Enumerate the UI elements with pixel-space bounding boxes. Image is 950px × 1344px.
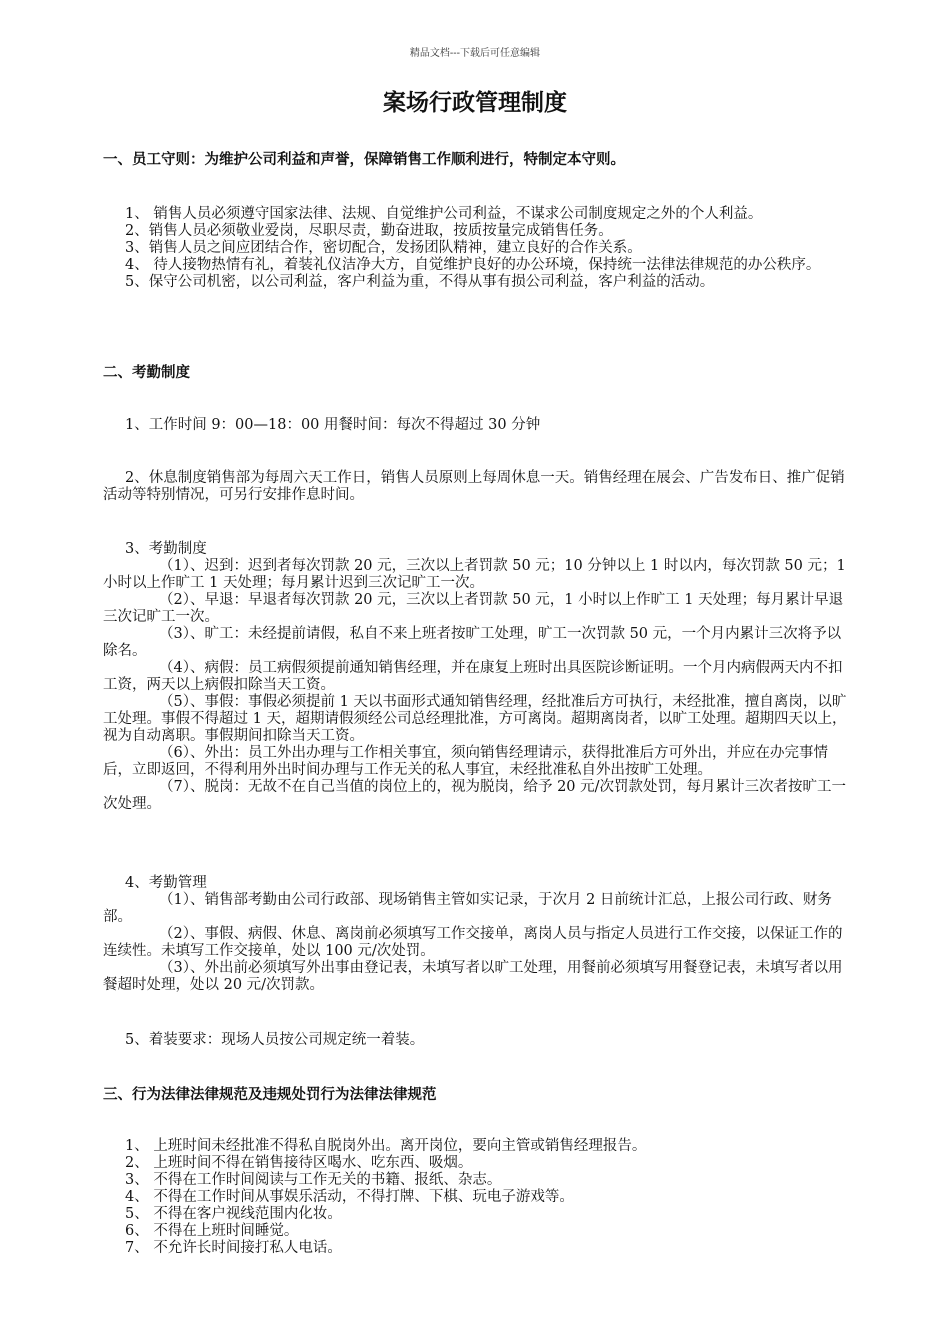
attendance-management [103,875,855,994]
section-2-heading: 二、考勤制度 [103,365,190,381]
rule-item: （1）、销售部考勤由公司行政部、现场销售主管如实记录，于次月 2 日前统计汇总，上报公司行政、财务部。 [103,892,832,925]
dress-code [103,1032,855,1049]
rest-policy-text: 2、休息制度销售部为每周六天工作日，销售人员原则上每周休息一天。销售经理在展会、广告发布日、推广促销活动等特别情况，可另行安排作息时间。 [103,470,845,503]
list-item: 5、 不得在客户视线范围内化妆。 [125,1206,342,1222]
list-item: 2、销售人员必须敬业爱岗，尽职尽责，勤奋进取，按质按量完成销售任务。 [125,223,613,239]
dress-code-text: 5、着装要求：现场人员按公司规定统一着装。 [125,1032,425,1048]
rest-policy [103,470,855,504]
rule-item: （5）、事假：事假必须提前 1 天以书面形式通知销售经理，经批准后方可执行，未经批准，擅自离岗，以旷工处理。事假不得超过 1 天，超期请假须经公司总经理批准，方可离岗。超期离岗者，以旷工处理。超期四天以上，视为自动离职。事假期间扣除当天工资。 [103,694,847,744]
rule-item: （2）、事假、病假、休息、离岗前必须填写工作交接单，离岗人员与指定人员进行工作交接，以保证工作的连续性。未填写工作交接单，处以 100 元/次处罚。 [103,926,843,959]
rule-item: （6）、外出：员工外出办理与工作相关事宜，须向销售经理请示，获得批准后方可外出，并应在办完事情后，立即返回，不得利用外出时间办理与工作无关的私人事宜，未经批准私自外出按旷工处理。 [103,745,828,778]
attendance-rules-title: 3、考勤制度 [125,541,207,557]
list-item: 3、 不得在工作时间阅读与工作无关的书籍、报纸、杂志。 [125,1172,502,1188]
list-item: 1、 销售人员必须遵守国家法律、法规、自觉维护公司利益，不谋求公司制度规定之外的个人利益。 [125,206,763,222]
list-item: 4、 待人接物热情有礼，着装礼仪洁净大方，自觉维护良好的办公环境，保持统一法律法律规范的办公秩序。 [125,257,821,273]
list-item: 1、 上班时间未经批准不得私自脱岗外出。离开岗位，要向主管或销售经理报告。 [125,1138,647,1154]
rule-item: （7）、脱岗：无故不在自己当值的岗位上的，视为脱岗，给予 20 元/次罚款处罚，每月累计三次者按旷工一次处理。 [103,779,847,812]
rule-item: （3）、旷工：未经提前请假，私自不来上班者按旷工处理，旷工一次罚款 50 元，一个月内累计三次将予以除名。 [103,626,842,659]
work-time [103,417,855,434]
list-item: 5、保守公司机密，以公司利益，客户利益为重，不得从事有损公司利益，客户利益的活动。 [125,274,715,290]
header-note: 精品文档---下载后可任意编辑 [409,48,541,59]
attendance-rules [103,541,855,813]
rule-item: （1）、迟到：迟到者每次罚款 20 元，三次以上者罚款 50 元；10 分钟以上 1 时以内，每次罚款 50 元；1 小时以上作旷工 1 天处理；每月累计迟到三次记旷工一次。 [103,558,846,591]
section-1-heading: 一、员工守则：为维护公司利益和声誉，保障销售工作顺利进行，特制定本守则。 [103,152,625,168]
section-1-list [103,206,855,291]
section-3-heading: 三、行为法律法律规范及违规处罚行为法律法律规范 [103,1087,437,1103]
section-3-list [103,1138,855,1257]
list-item: 3、销售人员之间应团结合作，密切配合，发扬团队精神，建立良好的合作关系。 [125,240,642,256]
document-title: 案场行政管理制度 [383,90,567,116]
list-item: 2、 上班时间不得在销售接待区喝水、吃东西、吸烟。 [125,1155,473,1171]
list-item: 6、 不得在上班时间睡觉。 [125,1223,299,1239]
attendance-management-title: 4、考勤管理 [125,875,207,891]
rule-item: （3）、外出前必须填写外出事由登记表，未填写者以旷工处理，用餐前必须填写用餐登记表，未填写者以用餐超时处理，处以 20 元/次罚款。 [103,960,843,993]
work-time-text: 1、工作时间 9：00—18：00 用餐时间：每次不得超过 30 分钟 [125,417,541,433]
rule-item: （4）、病假：员工病假须提前通知销售经理，并在康复上班时出具医院诊断证明。一个月内病假两天内不扣工资，两天以上病假扣除当天工资。 [103,660,843,693]
list-item: 4、 不得在工作时间从事娱乐活动，不得打牌、下棋、玩电子游戏等。 [125,1189,574,1205]
list-item: 7、 不允许长时间接打私人电话。 [125,1240,342,1256]
rule-item: （2）、早退：早退者每次罚款 20 元，三次以上者罚款 50 元，1 小时以上作旷工 1 天处理；每月累计早退三次记旷工一次。 [103,592,844,625]
